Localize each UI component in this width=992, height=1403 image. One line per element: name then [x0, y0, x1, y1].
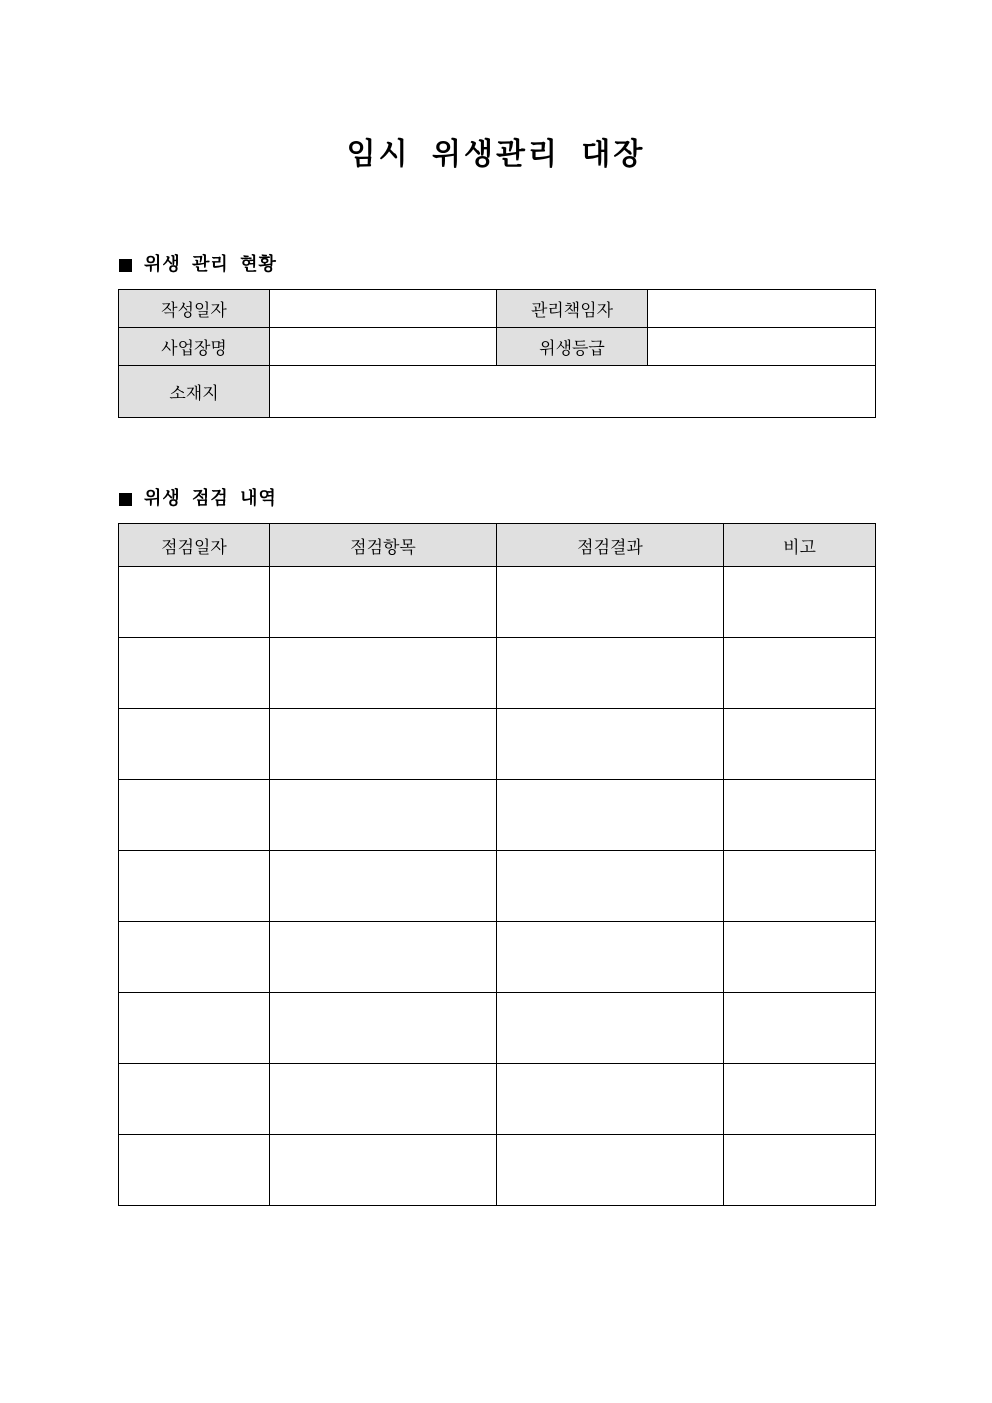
column-header-note: 비고: [724, 524, 876, 567]
page-title: 임시 위생관리 대장: [346, 137, 646, 172]
column-header-item: 점검항목: [270, 524, 497, 567]
cell-result[interactable]: [497, 780, 724, 851]
table-row: [119, 1064, 876, 1135]
cell-item[interactable]: [270, 780, 497, 851]
cell-date[interactable]: [119, 851, 270, 922]
cell-note[interactable]: [724, 1135, 876, 1206]
cell-item[interactable]: [270, 1064, 497, 1135]
section-heading-inspection-text: 위생 점검 내역: [144, 488, 277, 509]
field-manager[interactable]: [648, 290, 876, 328]
table-row: [119, 709, 876, 780]
field-business-name[interactable]: [270, 328, 497, 366]
cell-note[interactable]: [724, 1064, 876, 1135]
cell-note[interactable]: [724, 922, 876, 993]
cell-result[interactable]: [497, 851, 724, 922]
cell-result[interactable]: [497, 1135, 724, 1206]
cell-result[interactable]: [497, 638, 724, 709]
cell-result[interactable]: [497, 993, 724, 1064]
cell-date[interactable]: [119, 1064, 270, 1135]
cell-date[interactable]: [119, 638, 270, 709]
cell-note[interactable]: [724, 567, 876, 638]
black-square-icon: [119, 259, 132, 272]
cell-date[interactable]: [119, 709, 270, 780]
table-row: [119, 1135, 876, 1206]
cell-item[interactable]: [270, 709, 497, 780]
cell-date[interactable]: [119, 567, 270, 638]
status-row-date: [119, 290, 876, 328]
cell-date[interactable]: [119, 1135, 270, 1206]
cell-item[interactable]: [270, 993, 497, 1064]
status-table: [118, 289, 876, 418]
cell-date[interactable]: [119, 922, 270, 993]
cell-result[interactable]: [497, 567, 724, 638]
cell-date[interactable]: [119, 780, 270, 851]
status-row-location: [119, 366, 876, 418]
table-row: [119, 993, 876, 1064]
status-row-business: [119, 328, 876, 366]
table-row: [119, 567, 876, 638]
cell-note[interactable]: [724, 851, 876, 922]
field-date[interactable]: [270, 290, 497, 328]
field-location[interactable]: [270, 366, 876, 418]
table-row: [119, 922, 876, 993]
cell-result[interactable]: [497, 709, 724, 780]
inspection-table: [118, 523, 876, 1206]
inspection-header-row: [119, 524, 876, 567]
cell-date[interactable]: [119, 993, 270, 1064]
label-date: 작성일자: [119, 290, 270, 328]
cell-item[interactable]: [270, 567, 497, 638]
column-header-result: 점검결과: [497, 524, 724, 567]
table-row: [119, 851, 876, 922]
section-heading-status: [119, 253, 277, 277]
cell-item[interactable]: [270, 638, 497, 709]
label-business-name: 사업장명: [119, 328, 270, 366]
cell-note[interactable]: [724, 993, 876, 1064]
label-location: 소재지: [119, 366, 270, 418]
cell-item[interactable]: [270, 922, 497, 993]
cell-result[interactable]: [497, 1064, 724, 1135]
cell-note[interactable]: [724, 638, 876, 709]
cell-item[interactable]: [270, 1135, 497, 1206]
cell-note[interactable]: [724, 709, 876, 780]
black-square-icon: [119, 493, 132, 506]
cell-result[interactable]: [497, 922, 724, 993]
label-hygiene-grade: 위생등급: [497, 328, 648, 366]
cell-note[interactable]: [724, 780, 876, 851]
column-header-date: 점검일자: [119, 524, 270, 567]
section-heading-inspection: [119, 487, 277, 511]
label-manager: 관리책임자: [497, 290, 648, 328]
section-heading-status-text: 위생 관리 현황: [144, 254, 277, 275]
cell-item[interactable]: [270, 851, 497, 922]
table-row: [119, 780, 876, 851]
field-hygiene-grade[interactable]: [648, 328, 876, 366]
table-row: [119, 638, 876, 709]
